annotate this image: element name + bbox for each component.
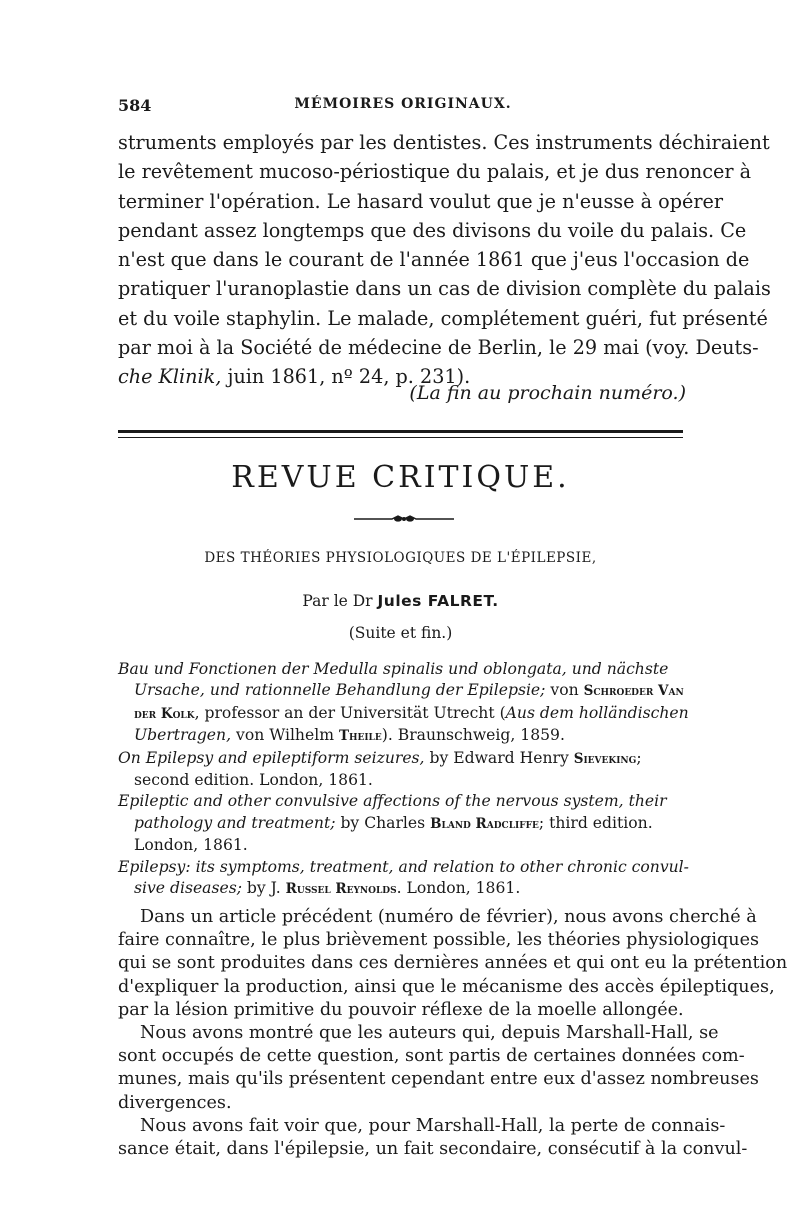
work-title: On Epilepsy and epileptiform seizures, bbox=[118, 748, 425, 767]
page-number: 584 bbox=[118, 96, 152, 115]
text-line: terminer l'opération. Le hasard voulut que je n'eusse à opérer bbox=[118, 189, 724, 213]
author-prefix: Par le Dr bbox=[302, 592, 378, 610]
bibliography-line: London, 1861. bbox=[134, 836, 248, 855]
bib-text: by Edward Henry bbox=[424, 748, 574, 767]
bibliography-line bbox=[118, 659, 688, 680]
bib-text: ; third edition. bbox=[538, 813, 653, 832]
bibliography-line bbox=[118, 857, 688, 878]
author-name: Jules FALRET. bbox=[377, 592, 499, 610]
text-line: sance était, dans l'épilepsie, un fait secondaire, consécutif à la convul- bbox=[118, 1139, 748, 1160]
continuation-note: (La fin au prochain numéro.) bbox=[409, 382, 686, 404]
bibliography-line bbox=[118, 725, 688, 747]
bibliography-line bbox=[118, 703, 688, 725]
work-title: Ubertragen, bbox=[134, 726, 232, 745]
section-rule-thick bbox=[118, 430, 683, 433]
author-line bbox=[118, 592, 683, 610]
author-name: Theile bbox=[338, 728, 382, 745]
text-line: n'est que dans le courant de l'année 1861 que j'eus l'occasion de bbox=[118, 248, 750, 272]
text-line: d'expliquer la production, ainsi que le mécanisme des accès épileptiques, bbox=[118, 976, 775, 997]
bibliography-line bbox=[118, 748, 688, 770]
bibliography-line: second edition. London, 1861. bbox=[134, 771, 373, 790]
work-title: Bau und Fonctionen der Medulla spinalis und oblongata, und nächste bbox=[118, 660, 669, 678]
bibliography-line bbox=[118, 878, 688, 900]
citation-detail: juin 1861, nº 24, p. 231). bbox=[221, 365, 471, 389]
work-title: pathology and treatment; bbox=[134, 813, 336, 832]
page-header bbox=[118, 96, 688, 118]
author-name: der Kolk bbox=[134, 705, 195, 722]
bibliography-line bbox=[118, 791, 688, 812]
text-line: faire connaître, le plus brièvement possible, les théories physiologiques bbox=[118, 930, 760, 951]
bib-text: . London, 1861. bbox=[396, 879, 521, 898]
section-rule-thin bbox=[118, 437, 683, 438]
journal-name: che Klinik, bbox=[118, 365, 222, 389]
work-title: Aus dem holländischen bbox=[505, 703, 689, 722]
text-line: qui se sont produites dans ces dernières années et qui ont eu la prétention bbox=[118, 953, 788, 974]
ornament-divider-icon bbox=[352, 514, 456, 524]
text-line: Nous avons montré que les auteurs qui, depuis Marshall-Hall, se bbox=[140, 1023, 719, 1044]
text-line: struments employés par les dentistes. Ces instruments déchiraient bbox=[118, 131, 770, 154]
bibliography-list bbox=[118, 659, 688, 900]
bib-text: von Wilhelm bbox=[231, 726, 339, 745]
text-line: divergences. bbox=[118, 1092, 232, 1113]
bib-text: by Charles bbox=[335, 813, 431, 832]
text-line: munes, mais qu'ils présentent cependant entre eux d'assez nombreuses bbox=[118, 1069, 759, 1090]
author-name: Schroeder Van bbox=[583, 683, 684, 700]
article-title: DES THÉORIES PHYSIOLOGIQUES DE L'ÉPILEPSIE, bbox=[204, 550, 597, 566]
text-line: Dans un article précédent (numéro de février), nous avons cherché à bbox=[140, 907, 757, 927]
text-line: Nous avons fait voir que, pour Marshall-Hall, la perte de connais- bbox=[140, 1115, 726, 1136]
text-line: sont occupés de cette question, sont partis de certaines données com- bbox=[118, 1046, 745, 1067]
work-title: Epileptic and other convulsive affections of the nervous system, their bbox=[118, 792, 667, 811]
running-title: MÉMOIRES ORIGINAUX. bbox=[294, 96, 512, 112]
bib-text: von bbox=[545, 681, 584, 700]
author-name: Bland Radcliffe bbox=[430, 815, 539, 832]
body-text bbox=[118, 906, 788, 1161]
author-name: Sieveking bbox=[573, 750, 637, 767]
bib-text: ; bbox=[636, 748, 642, 767]
bib-text: , professor an der Universität Utrecht ( bbox=[194, 703, 506, 722]
bibliography-line bbox=[118, 813, 688, 835]
text-line: pendant assez longtemps que des divisons du voile du palais. Ce bbox=[118, 218, 747, 242]
bib-text: by J. bbox=[241, 879, 286, 898]
continued-paragraph bbox=[118, 128, 771, 392]
bibliography-line bbox=[118, 680, 688, 702]
suite-note: (Suite et fin.) bbox=[348, 624, 453, 642]
bib-text: ). Braunschweig, 1859. bbox=[381, 726, 565, 745]
work-title: Ursache, und rationnelle Behandlung der Epilepsie; bbox=[134, 681, 546, 700]
text-line: le revêtement mucoso-périostique du palais, et je dus renoncer à bbox=[118, 160, 752, 184]
text-line: par moi à la Société de médecine de Berlin, le 29 mai (voy. Deuts- bbox=[118, 336, 759, 360]
work-title: sive diseases; bbox=[134, 879, 242, 898]
text-line: et du voile staphylin. Le malade, complétement guéri, fut présenté bbox=[118, 306, 768, 330]
text-line: par la lésion primitive du pouvoir réflexe de la moelle allongée. bbox=[118, 999, 684, 1020]
text-line: pratiquer l'uranoplastie dans un cas de division complète du palais bbox=[118, 277, 771, 301]
author-name: Russel Reynolds bbox=[285, 881, 397, 898]
work-title: Epilepsy: its symptoms, treatment, and relation to other chronic convul- bbox=[118, 857, 689, 876]
section-title: REVUE CRITIQUE. bbox=[231, 460, 570, 495]
